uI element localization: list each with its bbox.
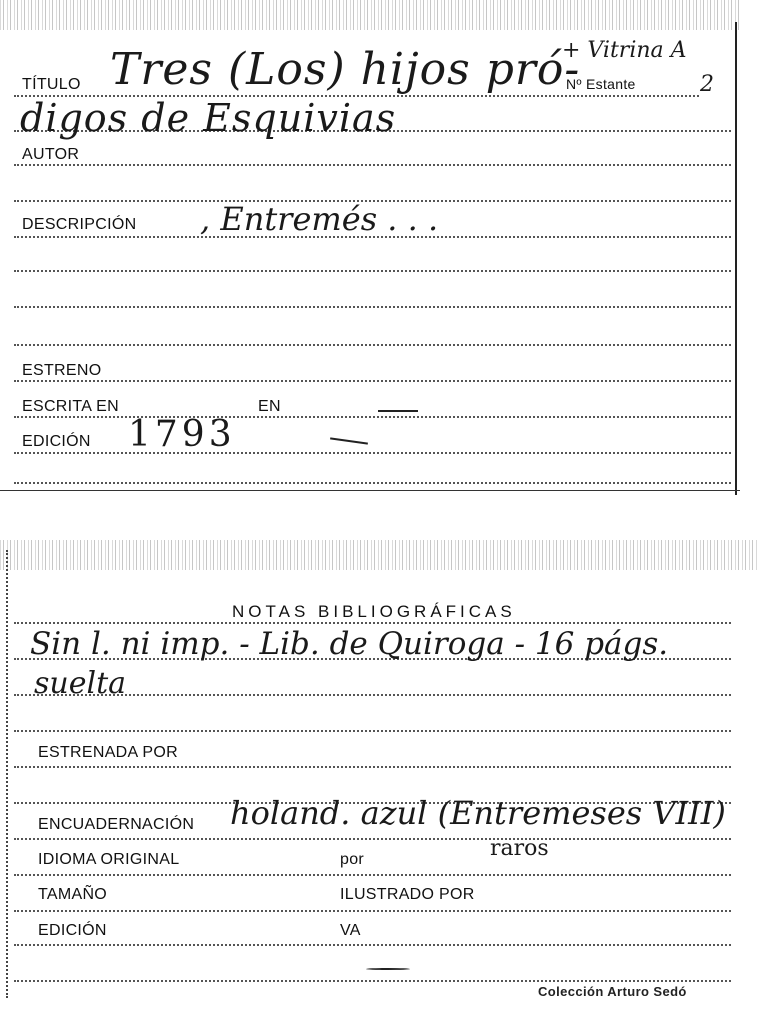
pen-stroke	[366, 968, 410, 970]
label-titulo: TÍTULO	[22, 76, 81, 93]
ruled-line	[14, 766, 731, 768]
pen-stroke	[378, 410, 418, 412]
label-ilustrado-por: ILUSTRADO POR	[340, 886, 475, 903]
ruled-line	[14, 838, 731, 840]
handwritten-raros: raros	[490, 836, 549, 861]
handwritten-descripcion: , Entremés . . .	[200, 200, 439, 238]
ruled-line	[14, 270, 731, 272]
label-estante: Nº Estante	[566, 76, 636, 92]
label-va: VA	[340, 922, 361, 939]
ruled-line	[14, 622, 731, 624]
ruled-line	[14, 874, 731, 876]
notes-heading: NOTAS BIBLIOGRÁFICAS	[232, 602, 516, 621]
ruled-line	[14, 730, 731, 732]
ruled-line	[14, 416, 731, 418]
label-descripcion: DESCRIPCIÓN	[22, 216, 137, 233]
card-bottom-edge	[0, 490, 740, 491]
catalog-card-front	[0, 0, 759, 495]
handwritten-notes-line2: suelta	[34, 666, 127, 701]
label-edicion: EDICIÓN	[38, 922, 107, 939]
card-right-edge	[735, 22, 737, 495]
label-en: EN	[258, 398, 281, 415]
ruled-line	[14, 944, 731, 946]
label-estrenada-por: ESTRENADA POR	[38, 744, 178, 761]
handwritten-title-line2: digos de Esquivias	[20, 96, 397, 140]
handwritten-notes-line1: Sin l. ni imp. - Lib. de Quiroga - 16 págs.	[30, 626, 669, 662]
ruled-line	[14, 482, 731, 484]
ruled-line	[14, 980, 731, 982]
ruled-line	[14, 344, 731, 346]
handwritten-edicion: 1793	[128, 414, 236, 455]
ruled-line	[14, 452, 731, 454]
ruled-line	[14, 164, 731, 166]
handwritten-title-line1: Tres (Los) hijos pró-	[110, 44, 581, 95]
handwritten-vitrina: + Vitrina A	[562, 38, 687, 63]
collection-footer: Colección Arturo Sedó	[538, 984, 687, 999]
label-escrita-en: ESCRITA EN	[22, 398, 119, 415]
ruled-line	[14, 910, 731, 912]
label-estreno: ESTRENO	[22, 362, 102, 379]
ruled-line	[14, 306, 731, 308]
label-encuadernacion: ENCUADERNACIÓN	[38, 816, 195, 833]
card-left-edge	[6, 550, 8, 998]
label-idioma-original: IDIOMA ORIGINAL	[38, 851, 180, 868]
handwritten-encuadernacion: holand. azul (Entremeses VIII)	[230, 794, 726, 832]
handwritten-estante-number: 2	[700, 72, 714, 97]
label-tamano: TAMAÑO	[38, 886, 108, 903]
catalog-card-back	[0, 540, 759, 1028]
card-top-edge	[0, 0, 741, 30]
card-top-edge	[0, 540, 759, 570]
label-edicion: EDICIÓN	[22, 433, 91, 450]
label-por: por	[340, 851, 365, 868]
ruled-line	[14, 380, 731, 382]
pen-stroke	[330, 437, 368, 444]
label-autor: AUTOR	[22, 146, 80, 163]
